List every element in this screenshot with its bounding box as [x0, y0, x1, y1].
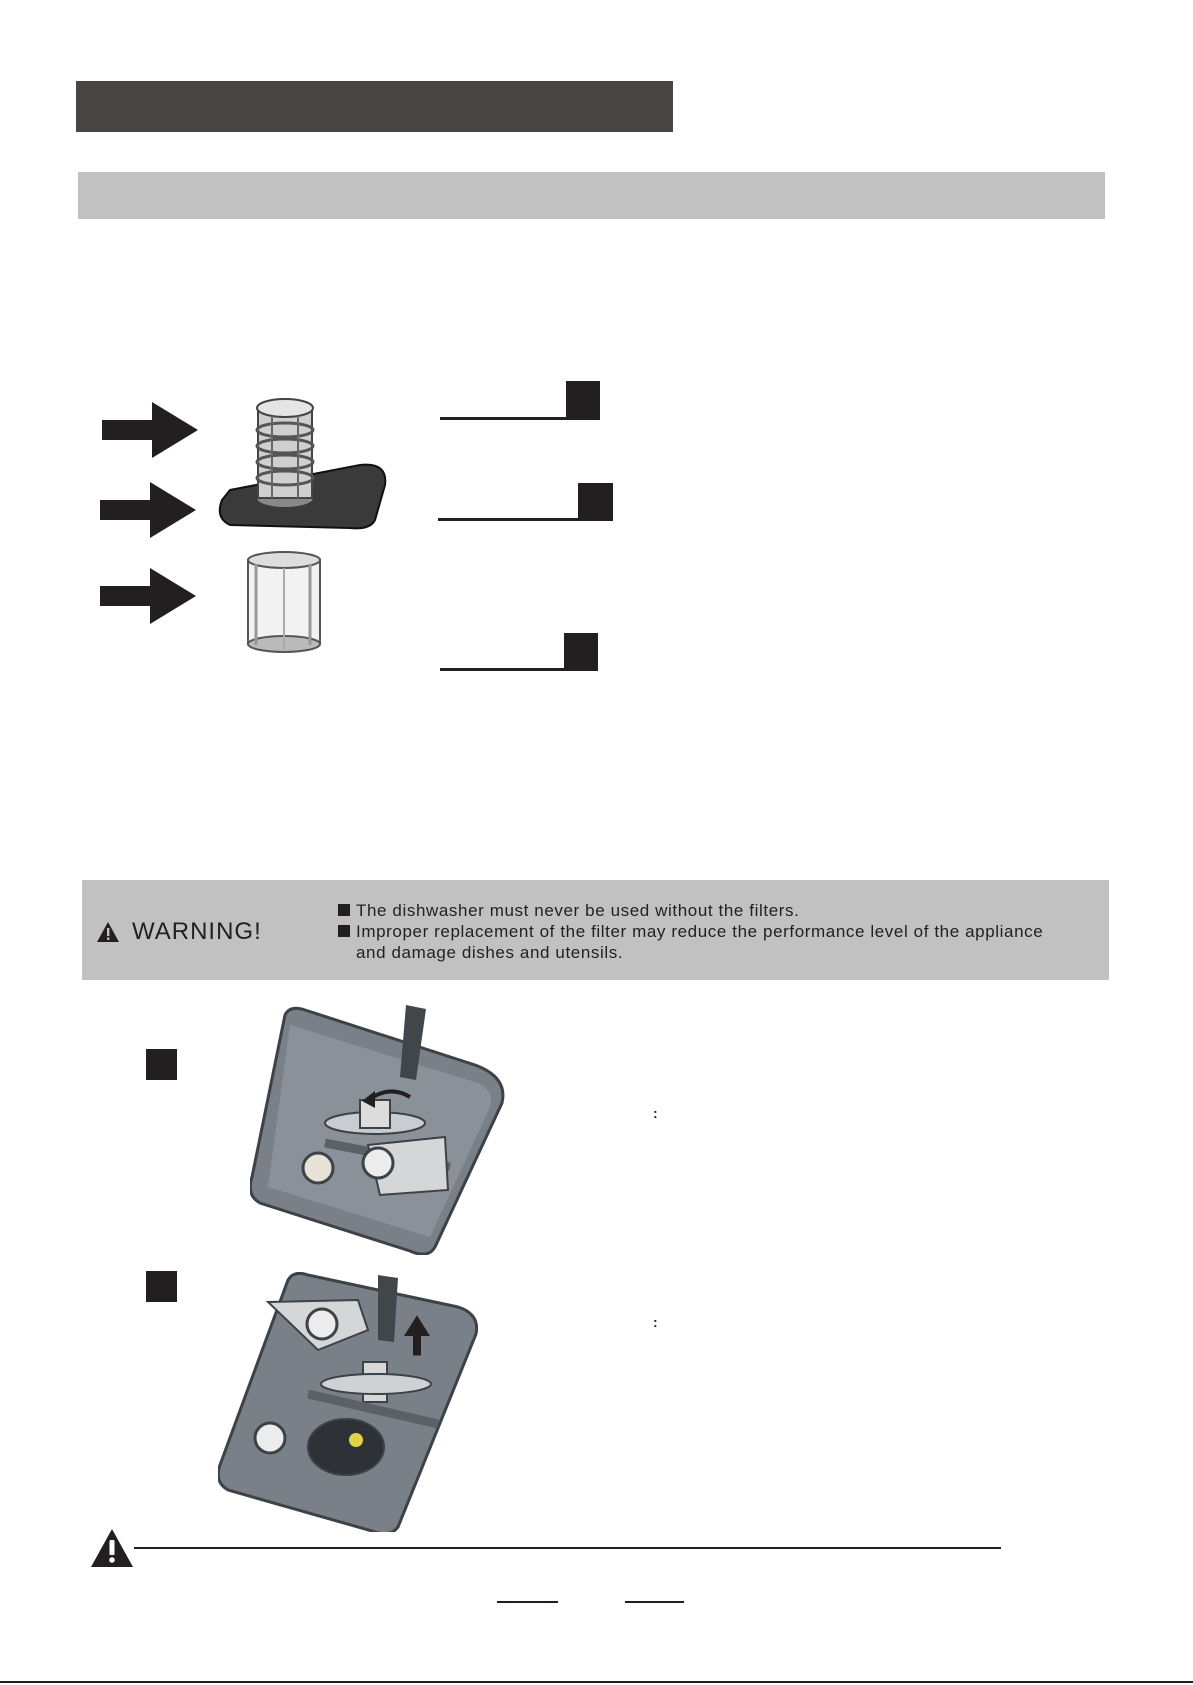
step-1-marker	[146, 1049, 177, 1080]
warning-title: WARNING!	[132, 918, 262, 945]
step-2-filter-lift-illustration	[218, 1272, 488, 1532]
callout-marker	[578, 483, 613, 521]
warning-item-text: and damage dishes and utensils.	[356, 943, 624, 962]
callout-marker	[564, 633, 598, 671]
underline-blank	[625, 1601, 684, 1603]
warning-item-text: Improper replacement of the filter may reduce the performance level of the appliance	[356, 922, 1044, 941]
bullet-square-icon	[338, 904, 350, 916]
section-heading-bar	[78, 172, 1105, 219]
page-title-bar	[76, 81, 673, 132]
warning-item	[338, 942, 1098, 963]
right-arrow-icon	[100, 400, 200, 460]
warning-list	[338, 900, 1098, 963]
step-2-colon: :	[653, 1314, 658, 1330]
bullet-square-icon	[338, 925, 350, 937]
exclamation-triangle-icon	[90, 1527, 134, 1569]
step-2-marker	[146, 1271, 177, 1302]
underline-blank	[497, 1601, 558, 1603]
right-arrow-icon	[98, 480, 198, 540]
warning-item	[338, 921, 1098, 942]
callout-marker	[566, 381, 600, 420]
fine-filter-illustration	[240, 550, 330, 655]
coarse-filter-and-main-filter-illustration	[210, 390, 390, 535]
warning-item	[338, 900, 1098, 921]
caution-rule	[134, 1547, 1001, 1549]
warning-item-text: The dishwasher must never be used without the filters.	[356, 901, 800, 920]
step-1-filter-removal-illustration	[250, 1005, 510, 1255]
step-1-colon: :	[653, 1105, 658, 1121]
warning-heading	[96, 918, 262, 946]
warning-triangle-icon	[96, 921, 120, 943]
page-bottom-rule	[0, 1681, 1193, 1683]
right-arrow-icon	[98, 566, 198, 626]
